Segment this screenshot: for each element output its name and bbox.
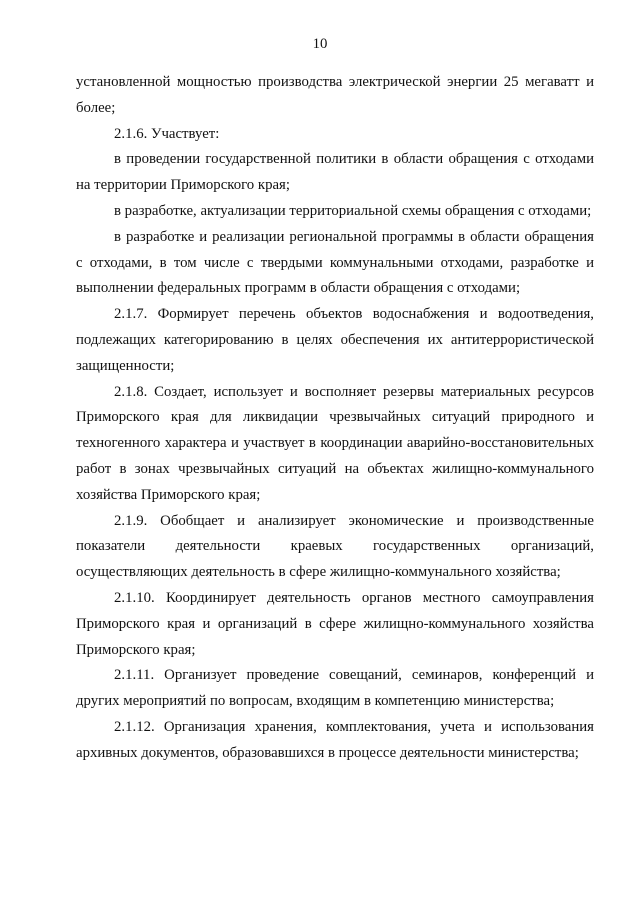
paragraph-territorial-scheme: в разработке, актуализации территориальной схемы обращения с отходами; (114, 202, 592, 219)
paragraph-clause-2-1-9: 2.1.9. Обобщает и анализирует экономические и производственные показатели деятельности краевых государственных организаций, осуществляющих деятельность в сфере жилищно-коммунального хозяйства; (76, 512, 594, 581)
paragraph-clause-2-1-6: 2.1.6. Участвует: (114, 125, 220, 142)
paragraph-clause-2-1-7: 2.1.7. Формирует перечень объектов водоснабжения и водоотведения, подлежащих категорированию в целях обеспечения их антитеррористической защищенности; (76, 306, 594, 374)
paragraph-state-policy: в проведении государственной политики в области обращения с отходами на территории Приморского края; (76, 151, 594, 194)
paragraph-clause-2-1-12: 2.1.12. Организация хранения, комплектования, учета и использования архивных документов, образовавшихся в процессе деятельности министерства; (76, 718, 594, 761)
paragraph-continuation: установленной мощностью производства электрической энергии 25 мегаватт и более; (76, 74, 594, 116)
paragraph-clause-2-1-10: 2.1.10. Координирует деятельность органов местного самоуправления Приморского края и организаций в сфере жилищно-коммунального хозяйства Приморского края; (76, 589, 594, 658)
paragraph-clause-2-1-8: 2.1.8. Создает, использует и восполняет резервы материальных ресурсов Приморского края для ликвидации чрезвычайных ситуаций природного и техногенного характера и участвует в координации аварийно-восстановительных работ в зонах чрезвычайных ситуаций на объектах жилищно-коммунального хозяйства Приморского края; (76, 383, 594, 503)
paragraph-regional-program: в разработке и реализации региональной программы в области обращения с отходами, в том числе с твердыми коммунальными отходами, разработке и выполнении федеральных программ в области обращения с отходами; (76, 228, 594, 297)
paragraph-clause-2-1-11: 2.1.11. Организует проведение совещаний, семинаров, конференций и других мероприятий по вопросам, входящим в компетенцию министерства; (76, 667, 594, 710)
document-body (76, 70, 594, 767)
page-number: 10 (312, 36, 328, 52)
